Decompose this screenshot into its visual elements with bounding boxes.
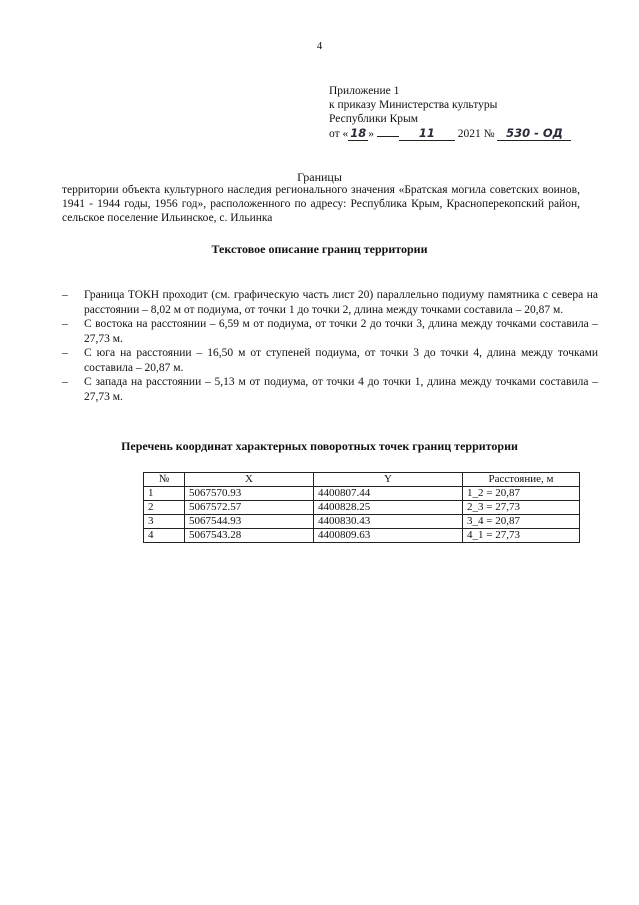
table-row bbox=[144, 529, 580, 543]
cell-distance: 3_4 = 20,87 bbox=[463, 515, 580, 529]
table-row bbox=[144, 515, 580, 529]
header-x: X bbox=[185, 473, 314, 487]
cell-number: 3 bbox=[144, 515, 185, 529]
appendix-order-ref: к приказу Министерства культуры bbox=[329, 99, 498, 111]
dash-bullet: – bbox=[62, 376, 68, 388]
header-number: № bbox=[144, 473, 185, 487]
appendix-date-line bbox=[329, 126, 571, 141]
page-number: 4 bbox=[316, 40, 323, 52]
table-row bbox=[144, 487, 580, 501]
dash-bullet: – bbox=[62, 347, 68, 359]
description-list bbox=[62, 288, 598, 404]
date-mid: » bbox=[368, 128, 374, 140]
text-description-title: Текстовое описание границ территории bbox=[211, 242, 428, 256]
list-item bbox=[62, 288, 598, 317]
cell-y: 4400830.43 bbox=[314, 515, 463, 529]
cell-number: 2 bbox=[144, 501, 185, 515]
borders-heading: Границы bbox=[297, 170, 342, 184]
list-item-text: Граница ТОКН проходит (см. графическую часть лист 20) параллельно подиуму памятника с севера на расстоянии – 8,02 м от подиума, от точки 1 до точки 2, длина между точками составила – 20,87 м. bbox=[84, 289, 598, 316]
cell-x: 5067544.93 bbox=[185, 515, 314, 529]
list-item bbox=[62, 317, 598, 346]
list-item bbox=[62, 346, 598, 375]
cell-number: 1 bbox=[144, 487, 185, 501]
dash-bullet: – bbox=[62, 318, 68, 330]
list-item-text: С востока на расстоянии – 6,59 м от подиума, от точки 2 до точки 3, длина между точками составила – 27,73 м. bbox=[84, 318, 598, 345]
coordinates-title: Перечень координат характерных поворотных точек границ территории bbox=[121, 439, 518, 453]
handwritten-day: 18 bbox=[350, 126, 367, 140]
dash-bullet: – bbox=[62, 289, 68, 301]
intro-paragraph: территории объекта культурного наследия регионального значения «Братская могила советских воинов, 1941 - 1944 годы, 1956 год», расположенного по адресу: Республика Крым, Красноперекопский район, сельское поселение Ильинское, с. Ильинка bbox=[62, 184, 580, 224]
cell-x: 5067570.93 bbox=[185, 487, 314, 501]
date-prefix: от « bbox=[329, 128, 349, 140]
appendix-block bbox=[329, 84, 571, 141]
cell-distance: 1_2 = 20,87 bbox=[463, 487, 580, 501]
cell-x: 5067572.57 bbox=[185, 501, 314, 515]
list-item-text: С запада на расстоянии – 5,13 м от подиума, от точки 4 до точки 1, длина между точками составила – 27,73 м. bbox=[84, 376, 598, 403]
handwritten-order-number: 530 - ОД bbox=[497, 126, 571, 141]
table-header-row bbox=[144, 473, 580, 487]
list-item bbox=[62, 375, 598, 404]
cell-y: 4400807.44 bbox=[314, 487, 463, 501]
cell-distance: 2_3 = 27,73 bbox=[463, 501, 580, 515]
header-distance: Расстояние, м bbox=[463, 473, 580, 487]
list-item-text: С юга на расстоянии – 16,50 м от ступеней подиума, от точки 3 до точки 4, длина между точками составила – 20,87 м. bbox=[84, 347, 598, 374]
coordinates-table bbox=[143, 472, 580, 543]
cell-y: 4400828.25 bbox=[314, 501, 463, 515]
year-text: 2021 № bbox=[457, 128, 495, 140]
cell-x: 5067543.28 bbox=[185, 529, 314, 543]
cell-number: 4 bbox=[144, 529, 185, 543]
table-row bbox=[144, 501, 580, 515]
cell-y: 4400809.63 bbox=[314, 529, 463, 543]
handwritten-month: 11 bbox=[399, 126, 455, 141]
appendix-region: Республики Крым bbox=[329, 113, 418, 125]
cell-distance: 4_1 = 27,73 bbox=[463, 529, 580, 543]
day-gap bbox=[377, 136, 399, 137]
appendix-title: Приложение 1 bbox=[329, 85, 400, 97]
header-y: Y bbox=[314, 473, 463, 487]
